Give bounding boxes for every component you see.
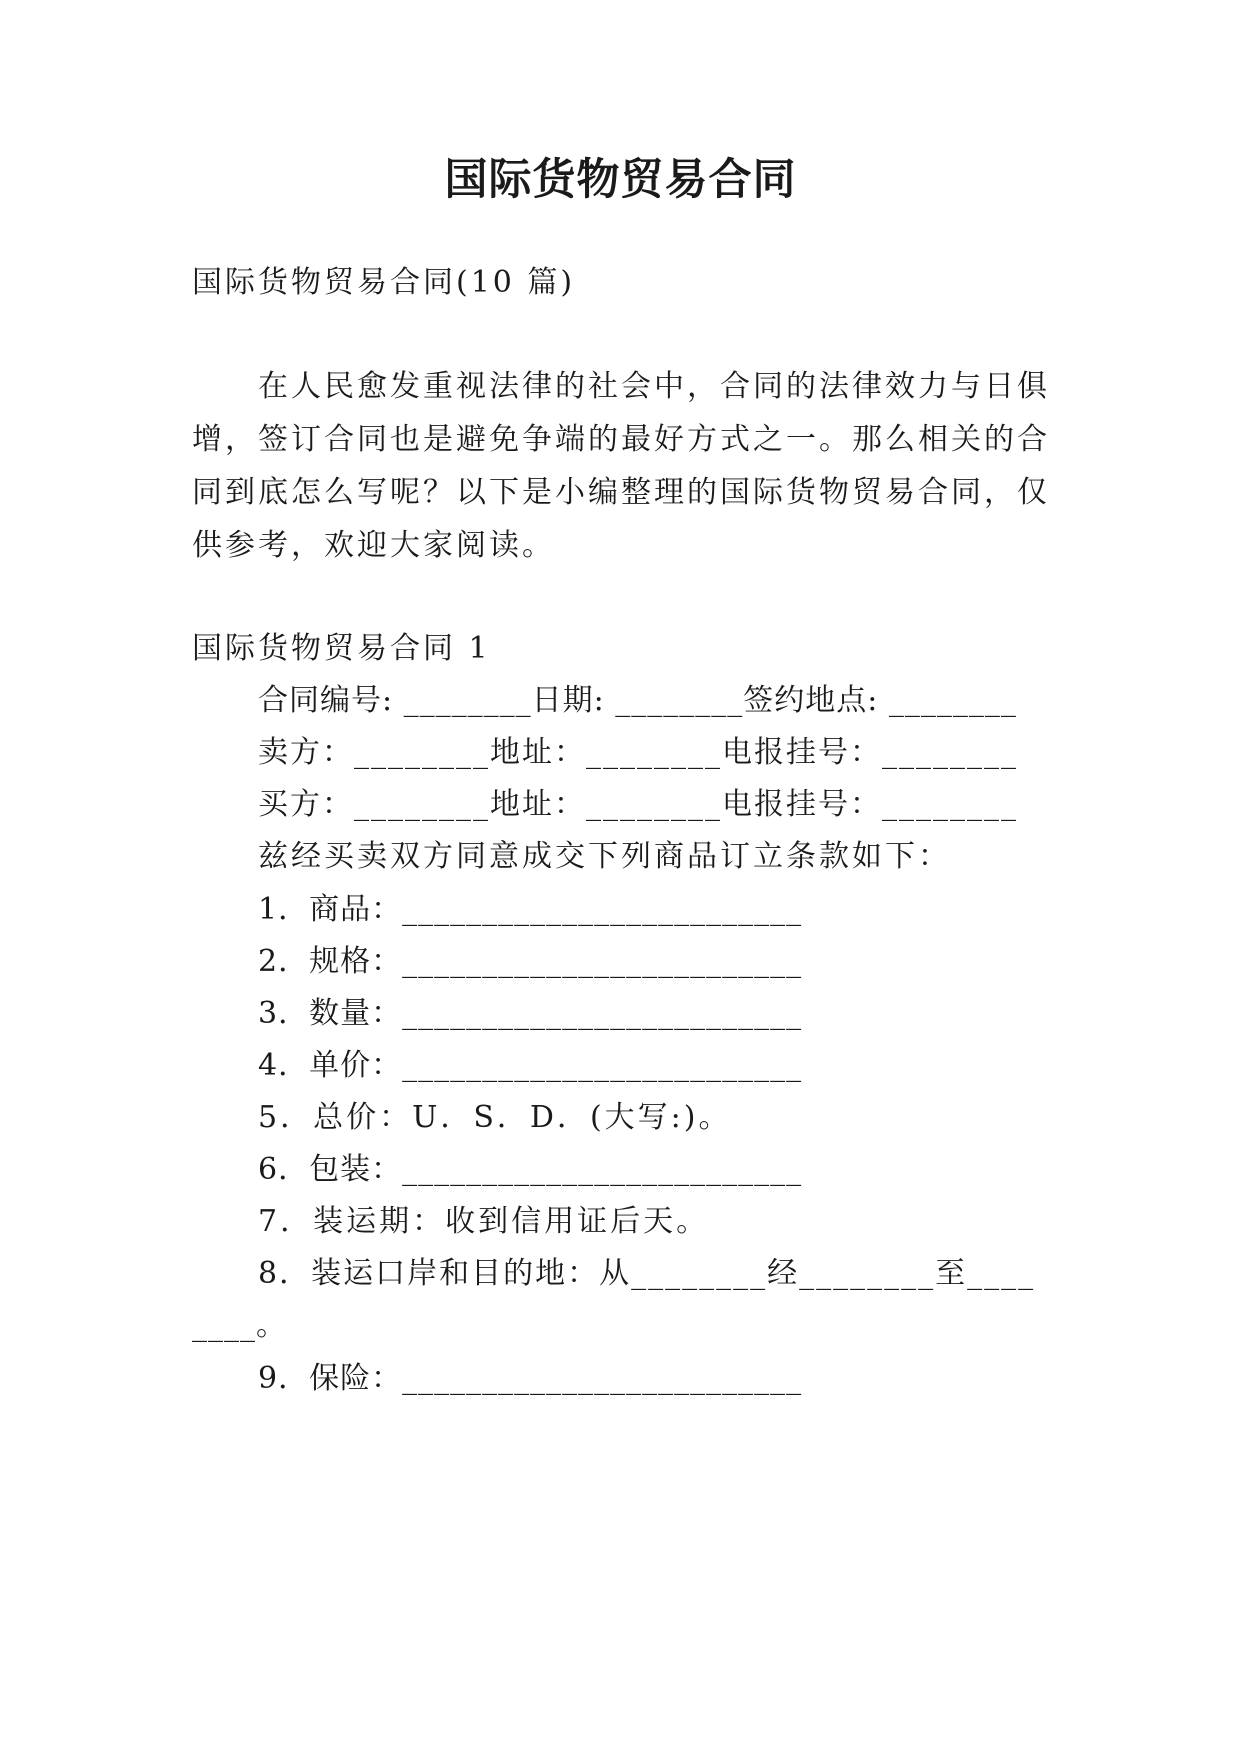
seller-line: 卖方：________地址：________电报挂号：________ (258, 735, 1018, 770)
clause-item: 1．商品：_________________________ (258, 892, 803, 927)
clause-item: 9．保险：_________________________ (258, 1361, 803, 1396)
clause-item: 2．规格：_________________________ (258, 944, 803, 979)
clause-item: 8．装运口岸和目的地：从________经________至____ (258, 1256, 1036, 1291)
contract-number-line: 合同编号: ________日期: ________签约地点: ________ (258, 683, 1017, 718)
clause-item: 6．包装：_________________________ (258, 1152, 803, 1187)
clause-item: 5．总价：U．S．D．(大写:)。 (258, 1100, 732, 1135)
clause-item: 3．数量：_________________________ (258, 996, 803, 1031)
document-title: 国际货物贸易合同 (444, 155, 797, 205)
clause-8-continuation: ____。 (192, 1308, 287, 1343)
section-heading: 国际货物贸易合同 1 (192, 631, 491, 666)
intro-line-1: 在人民愈发重视法律的社会中，合同的法律效力与日俱 (258, 369, 1050, 404)
intro-line-2: 增，签订合同也是避免争端的最好方式之一。那么相关的合 (192, 422, 1050, 457)
agreement-line: 兹经买卖双方同意成交下列商品订立条款如下： (258, 839, 951, 874)
buyer-line: 买方：________地址：________电报挂号：________ (258, 787, 1018, 822)
clause-item: 4．单价：_________________________ (258, 1048, 803, 1083)
document-subtitle: 国际货物贸易合同(10 篇) (192, 265, 576, 300)
clause-item: 7．装运期：收到信用证后天。 (258, 1204, 710, 1239)
intro-line-4: 供参考，欢迎大家阅读。 (192, 528, 555, 563)
intro-line-3: 同到底怎么写呢？以下是小编整理的国际货物贸易合同，仅 (192, 475, 1050, 510)
